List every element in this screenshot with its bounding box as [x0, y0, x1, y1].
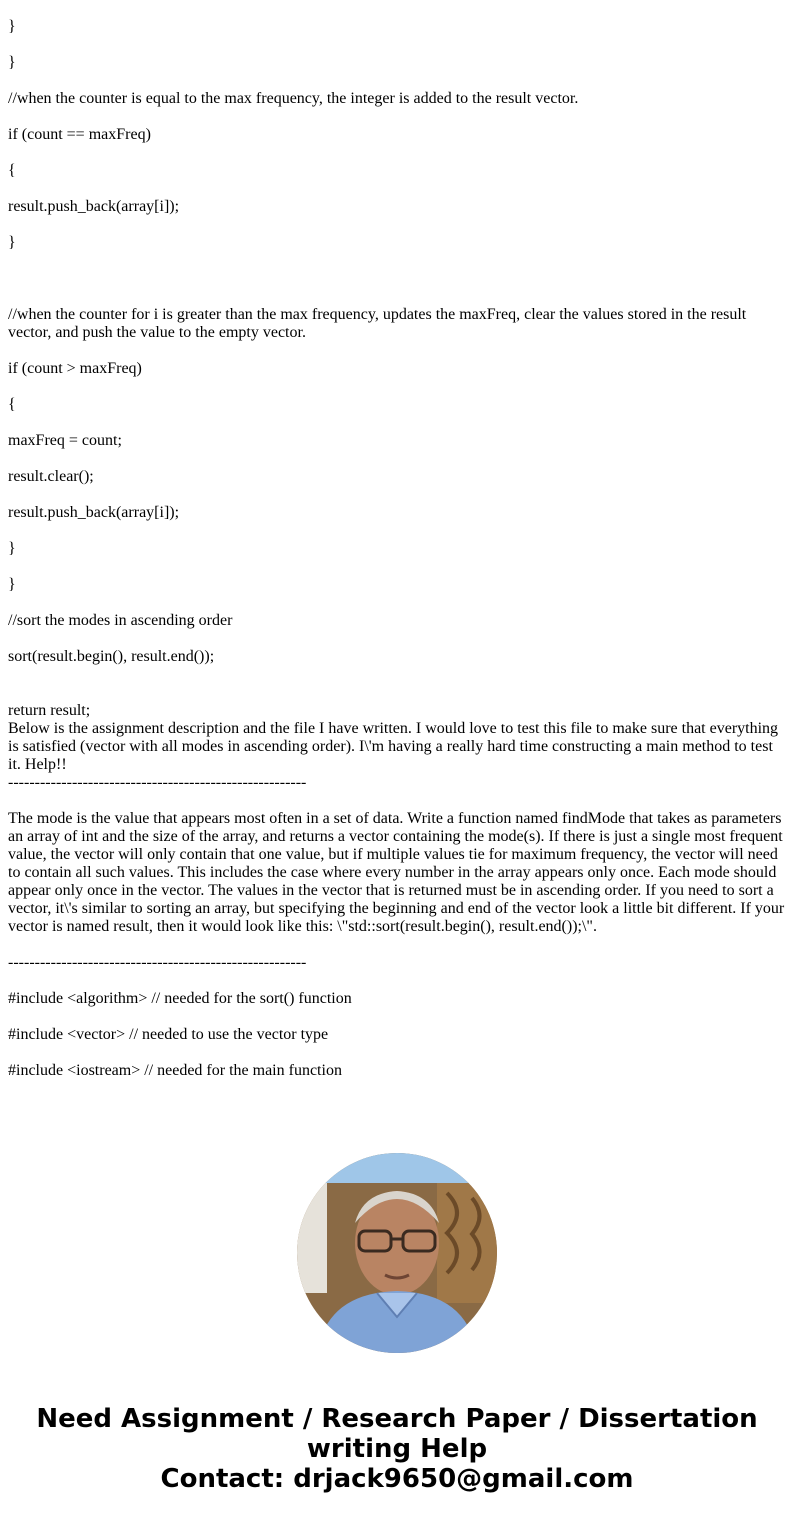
code-line: } [8, 18, 16, 35]
code-line: } [8, 576, 16, 593]
footer-contact [0, 1404, 794, 1494]
document-body [8, 0, 786, 1080]
author-portrait-image [297, 1153, 497, 1353]
code-line: } [8, 540, 16, 557]
include-line: #include <algorithm> // needed for the sort() function [8, 990, 352, 1007]
code-line: result.clear(); [8, 468, 94, 485]
return-line: return result; [8, 702, 91, 719]
code-comment: //when the counter is equal to the max frequency, the integer is added to the result vector. [8, 90, 579, 107]
intro-paragraph: Below is the assignment description and the file I have written. I would love to test this file to make sure that everything is satisfied (vector with all modes in ascending order). I\'m having a really hard time constructing a main method to test it. Help!! [8, 720, 779, 773]
code-line: result.push_back(array[i]); [8, 504, 180, 521]
code-line: sort(result.begin(), result.end()); [8, 648, 215, 665]
code-line: result.push_back(array[i]); [8, 198, 180, 215]
code-comment: //when the counter for i is greater than the max frequency, updates the maxFreq, clear the values stored in the result vector, and push the value to the empty vector. [8, 306, 751, 341]
footer-line-1: Need Assignment / Research Paper / Dissertation [36, 1404, 758, 1434]
code-blank-line [8, 270, 786, 288]
code-line: maxFreq = count; [8, 432, 122, 449]
code-line: if (count > maxFreq) [8, 360, 142, 377]
separator-line: -------------------------------------------------------- [8, 774, 307, 791]
code-line: } [8, 54, 16, 71]
code-line: { [8, 396, 16, 413]
code-comment: //sort the modes in ascending order [8, 612, 233, 629]
code-line: if (count == maxFreq) [8, 126, 151, 143]
code-line: { [8, 162, 16, 179]
code-line: } [8, 234, 16, 251]
include-line: #include <vector> // needed to use the vector type [8, 1026, 329, 1043]
code-block-top [8, 0, 786, 702]
footer-contact-email: Contact: drjack9650@gmail.com [160, 1464, 634, 1494]
footer-line-2: writing Help [306, 1434, 488, 1464]
author-avatar [297, 1153, 497, 1353]
include-line: #include <iostream> // needed for the main function [8, 1062, 342, 1079]
assignment-description: The mode is the value that appears most often in a set of data. Write a function named findMode that takes as parameters an array of int and the size of the array, and returns a vector containing the mode(s). If there is just a single most frequent value, the vector will only contain that one value, but if multiple values tie for maximum frequency, the vector will need to contain all such values. This includes the case where every number in the array appears only once. Each mode should appear only once in the vector. The values in the vector that is returned must be in ascending order. If you need to sort a vector, it\'s similar to sorting an array, but specifying the beginning and end of the vector look a little bit different. If your vector is named result, then it would look like this: \"std::sort(result.begin(), result.end());\". [8, 810, 785, 935]
code-blank-line [8, 684, 786, 702]
separator-line: -------------------------------------------------------- [8, 954, 307, 971]
